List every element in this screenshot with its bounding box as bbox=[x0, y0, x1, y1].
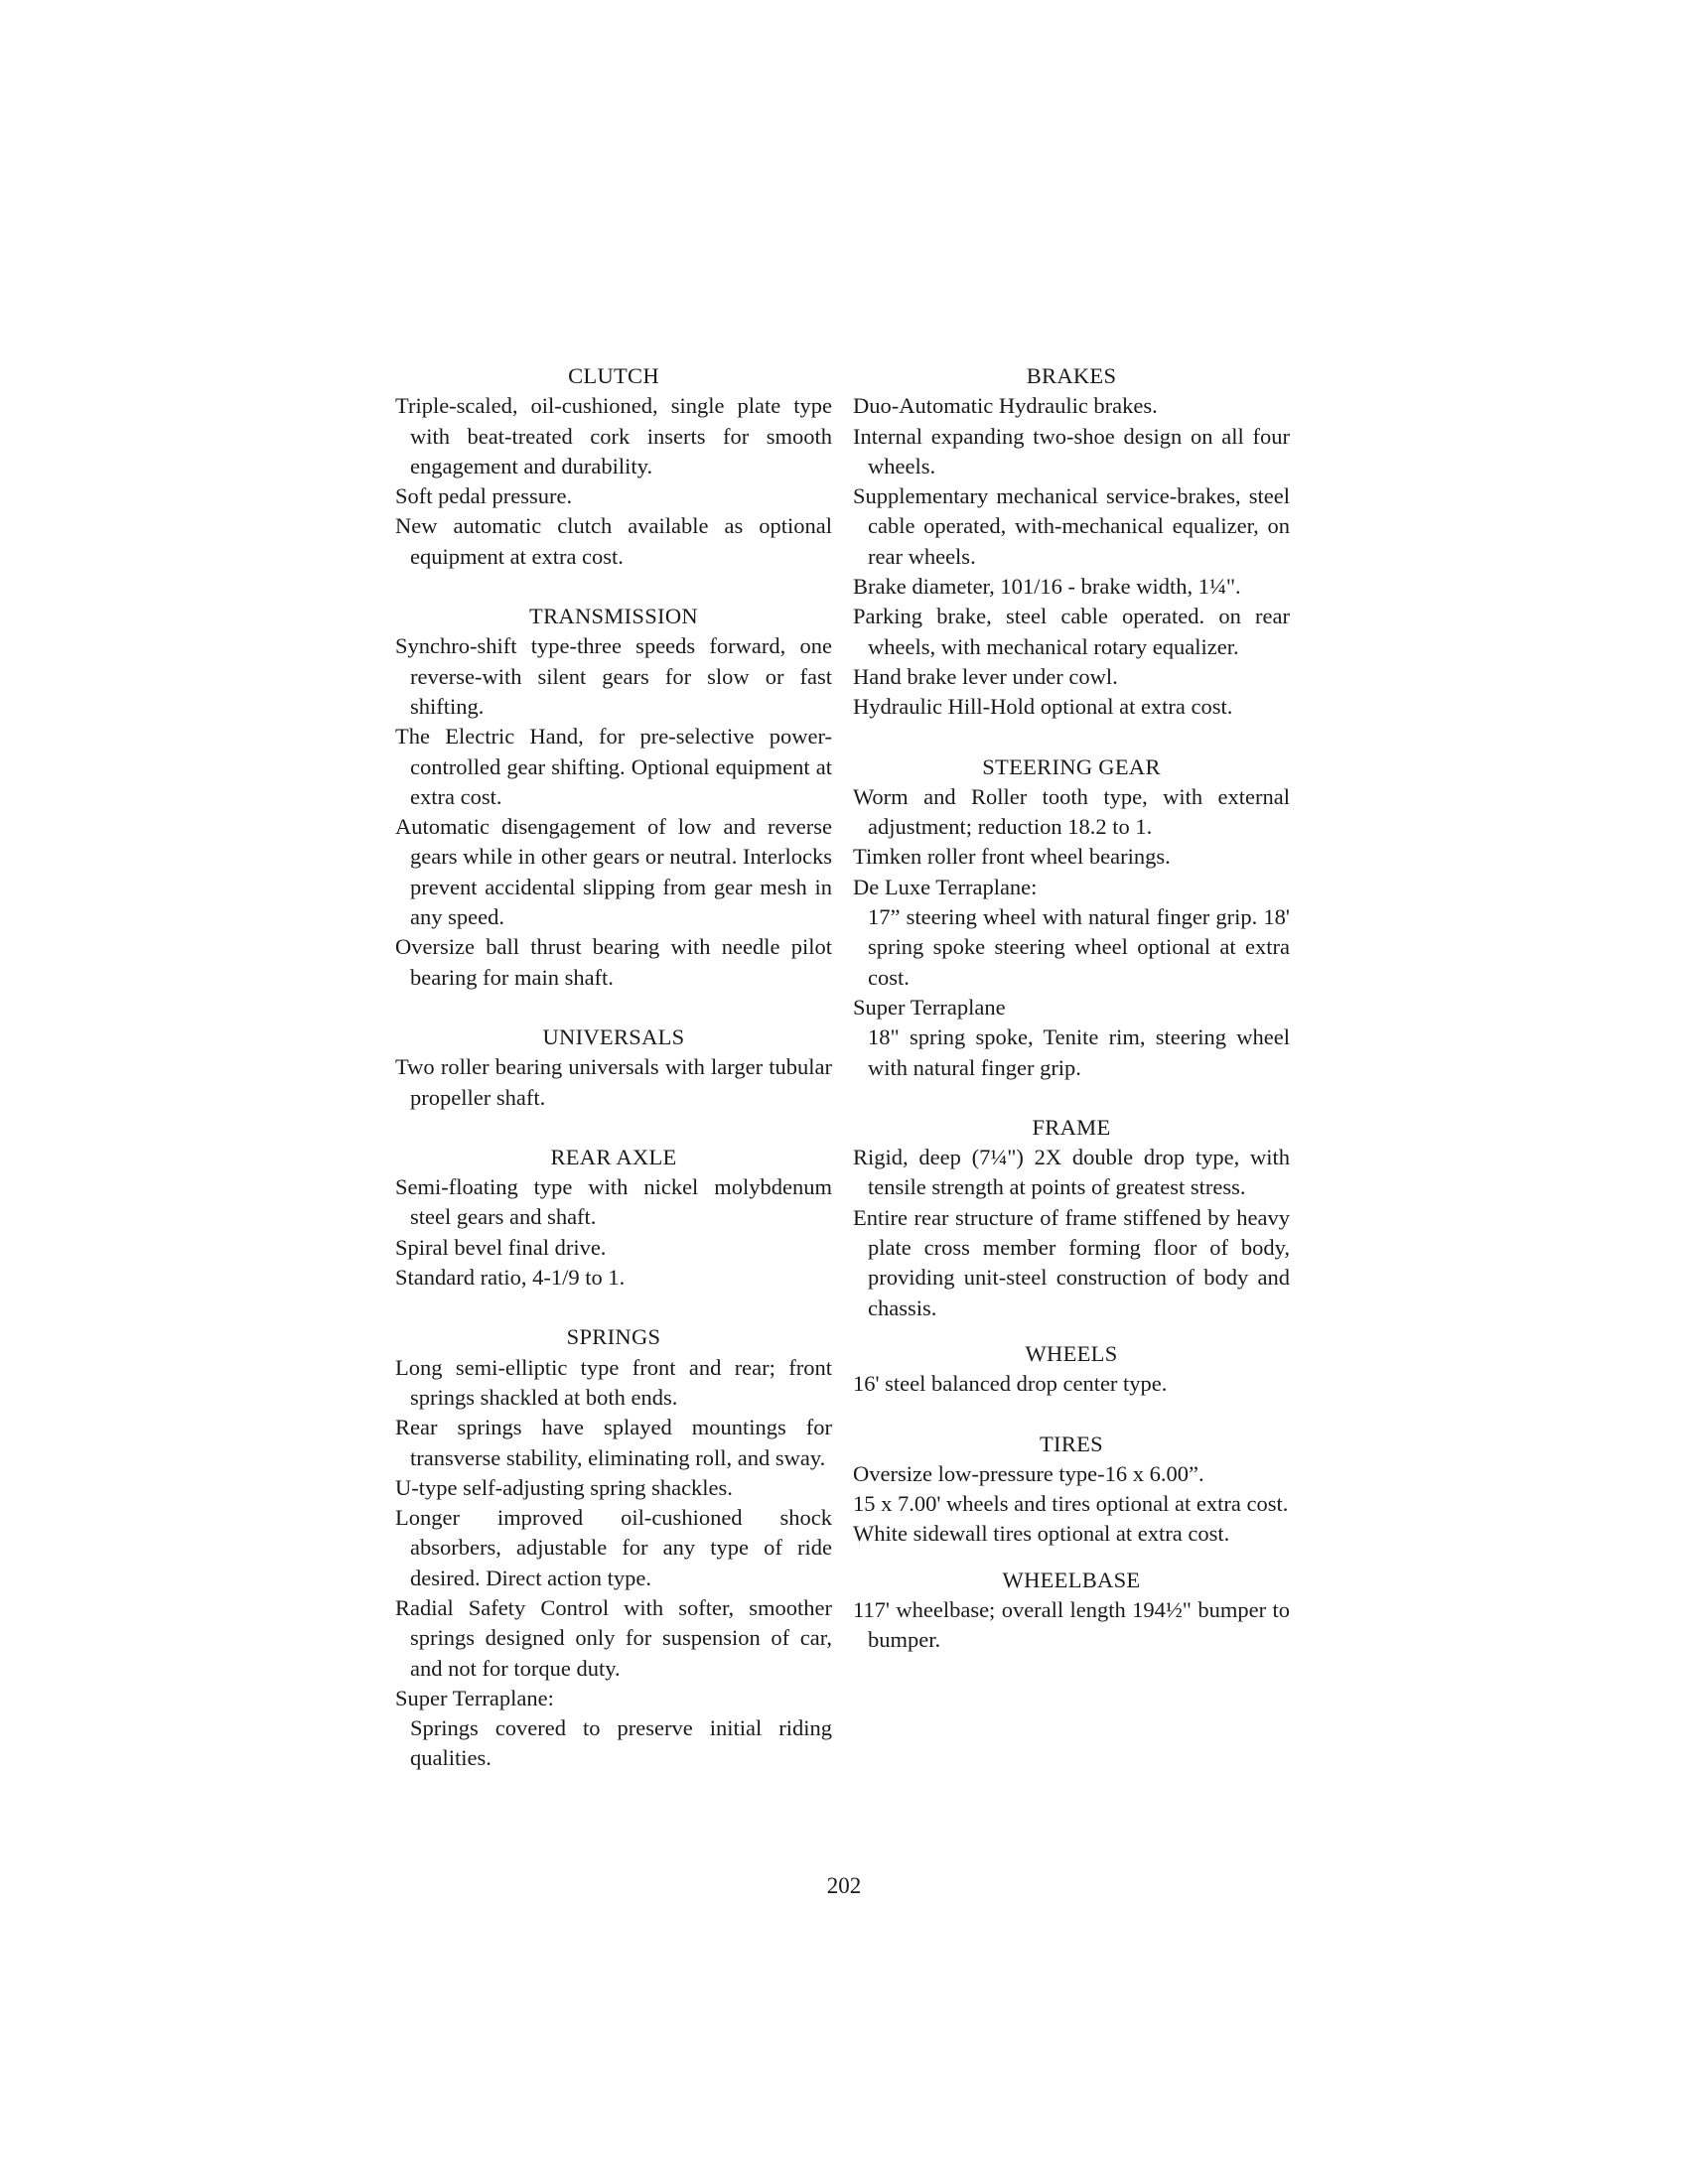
rear-axle-section bbox=[395, 1143, 832, 1293]
frame-item: Entire rear structure of frame stiffened by heavy plate cross member forming floor of body, providing unit-steel construction of body and chassis. bbox=[853, 1204, 1290, 1320]
tires-item: Oversize low-pressure type-16 x 6.00”. bbox=[853, 1460, 1204, 1486]
springs-heading: SPRINGS bbox=[566, 1324, 661, 1350]
transmission-item: The Electric Hand, for pre-selective power-controlled gear shifting. Optional equipment at extra cost. bbox=[395, 724, 832, 809]
brakes-item: Parking brake, steel cable operated. on rear wheels, with mechanical rotary equalizer. bbox=[853, 604, 1290, 659]
brakes-item: Internal expanding two-shoe design on all four wheels. bbox=[853, 423, 1290, 478]
right-column bbox=[853, 361, 1290, 1656]
springs-item: Radial Safety Control with softer, smoother springs designed only for suspension of car, and not for torque duty. bbox=[395, 1594, 832, 1681]
rear-axle-heading: REAR AXLE bbox=[550, 1144, 677, 1169]
clutch-item: New automatic clutch available as optional equipment at extra cost. bbox=[395, 513, 832, 569]
rear-axle-item: Spiral bevel final drive. bbox=[395, 1234, 607, 1260]
steering-gear-super-sub: 18" spring spoke, Tenite rim, steering wheel with natural finger grip. bbox=[868, 1024, 1290, 1080]
clutch-heading: CLUTCH bbox=[568, 363, 659, 388]
frame-section bbox=[853, 1113, 1290, 1323]
springs-item: Rear springs have splayed mountings for transverse stability, eliminating roll, and sway. bbox=[395, 1415, 832, 1470]
springs-item: U-type self-adjusting spring shackles. bbox=[395, 1474, 733, 1500]
transmission-heading: TRANSMISSION bbox=[529, 604, 698, 629]
brakes-item: Duo-Automatic Hydraulic brakes. bbox=[853, 393, 1158, 419]
springs-item: Longer improved oil-cushioned shock absorbers, adjustable for any type of ride desired. Direct action type. bbox=[395, 1505, 832, 1590]
rear-axle-item: Standard ratio, 4-1/9 to 1. bbox=[395, 1265, 626, 1291]
transmission-item: Automatic disengagement of low and reverse gears while in other gears or neutral. Interlocks prevent accidental slipping from gear mesh in any speed. bbox=[395, 814, 832, 930]
wheelbase-section bbox=[853, 1566, 1290, 1656]
steering-gear-heading: STEERING GEAR bbox=[982, 753, 1161, 779]
tires-section bbox=[853, 1430, 1290, 1550]
clutch-item: Soft pedal pressure. bbox=[395, 483, 573, 509]
universals-heading: UNIVERSALS bbox=[542, 1024, 685, 1049]
transmission-item: Synchro-shift type-three speeds forward, one reverse-with silent gears for slow or fast shifting. bbox=[395, 633, 832, 719]
brakes-item: Supplementary mechanical service-brakes, steel cable operated, with-mechanical equalizer, on rear wheels. bbox=[853, 483, 1290, 569]
tires-item: White sidewall tires optional at extra cost. bbox=[853, 1521, 1230, 1547]
clutch-item: Triple-scaled, oil-cushioned, single plate type with beat-treated cork inserts for smooth engagement and durability. bbox=[395, 393, 832, 478]
frame-heading: FRAME bbox=[1032, 1114, 1111, 1140]
brakes-section bbox=[853, 361, 1290, 723]
wheels-heading: WHEELS bbox=[1025, 1340, 1118, 1366]
tires-heading: TIRES bbox=[1039, 1431, 1103, 1456]
brakes-item: Brake diameter, 101/16 - brake width, 1¼". bbox=[853, 574, 1241, 600]
wheelbase-heading: WHEELBASE bbox=[1002, 1567, 1141, 1592]
left-column bbox=[395, 361, 832, 1774]
page-number: 202 bbox=[826, 1873, 862, 1898]
steering-gear-deluxe-sub: 17” steering wheel with natural finger grip. 18' spring spoke steering wheel optional at extra cost. bbox=[868, 904, 1290, 990]
tires-item: 15 x 7.00' wheels and tires optional at extra cost. bbox=[853, 1491, 1289, 1517]
wheels-section bbox=[853, 1339, 1290, 1400]
springs-section bbox=[395, 1322, 832, 1773]
wheelbase-item: 117' wheelbase; overall length 194½" bumper to bumper. bbox=[853, 1596, 1290, 1653]
brakes-heading: BRAKES bbox=[1026, 363, 1117, 388]
brakes-item: Hand brake lever under cowl. bbox=[853, 663, 1118, 689]
springs-item: Long semi-elliptic type front and rear; front springs shackled at both ends. bbox=[395, 1354, 832, 1410]
brakes-item: Hydraulic Hill-Hold optional at extra cost. bbox=[853, 694, 1233, 720]
steering-gear-item: Worm and Roller tooth type, with external adjustment; reduction 18.2 to 1. bbox=[853, 783, 1290, 840]
wheels-item: 16' steel balanced drop center type. bbox=[853, 1371, 1168, 1397]
transmission-section bbox=[395, 602, 832, 993]
steering-gear-item: Timken roller front wheel bearings. bbox=[853, 844, 1171, 870]
transmission-item: Oversize ball thrust bearing with needle pilot bearing for main shaft. bbox=[395, 934, 832, 990]
springs-sub-item: Springs covered to preserve initial riding qualities. bbox=[410, 1715, 832, 1771]
frame-item: Rigid, deep (7¼") 2X double drop type, with tensile strength at points of greatest stress. bbox=[853, 1145, 1290, 1200]
rear-axle-item: Semi-floating type with nickel molybdenum steel gears and shaft. bbox=[395, 1174, 832, 1230]
springs-item: Super Terraplane: bbox=[395, 1685, 554, 1710]
steering-gear-item: De Luxe Terraplane: bbox=[853, 874, 1038, 899]
clutch-section bbox=[395, 361, 832, 572]
steering-gear-super-label: Super Terraplane bbox=[853, 994, 1006, 1020]
steering-gear-section bbox=[853, 752, 1290, 1083]
universals-section bbox=[395, 1023, 832, 1113]
universals-item: Two roller bearing universals with larger tubular propeller shaft. bbox=[395, 1054, 832, 1110]
